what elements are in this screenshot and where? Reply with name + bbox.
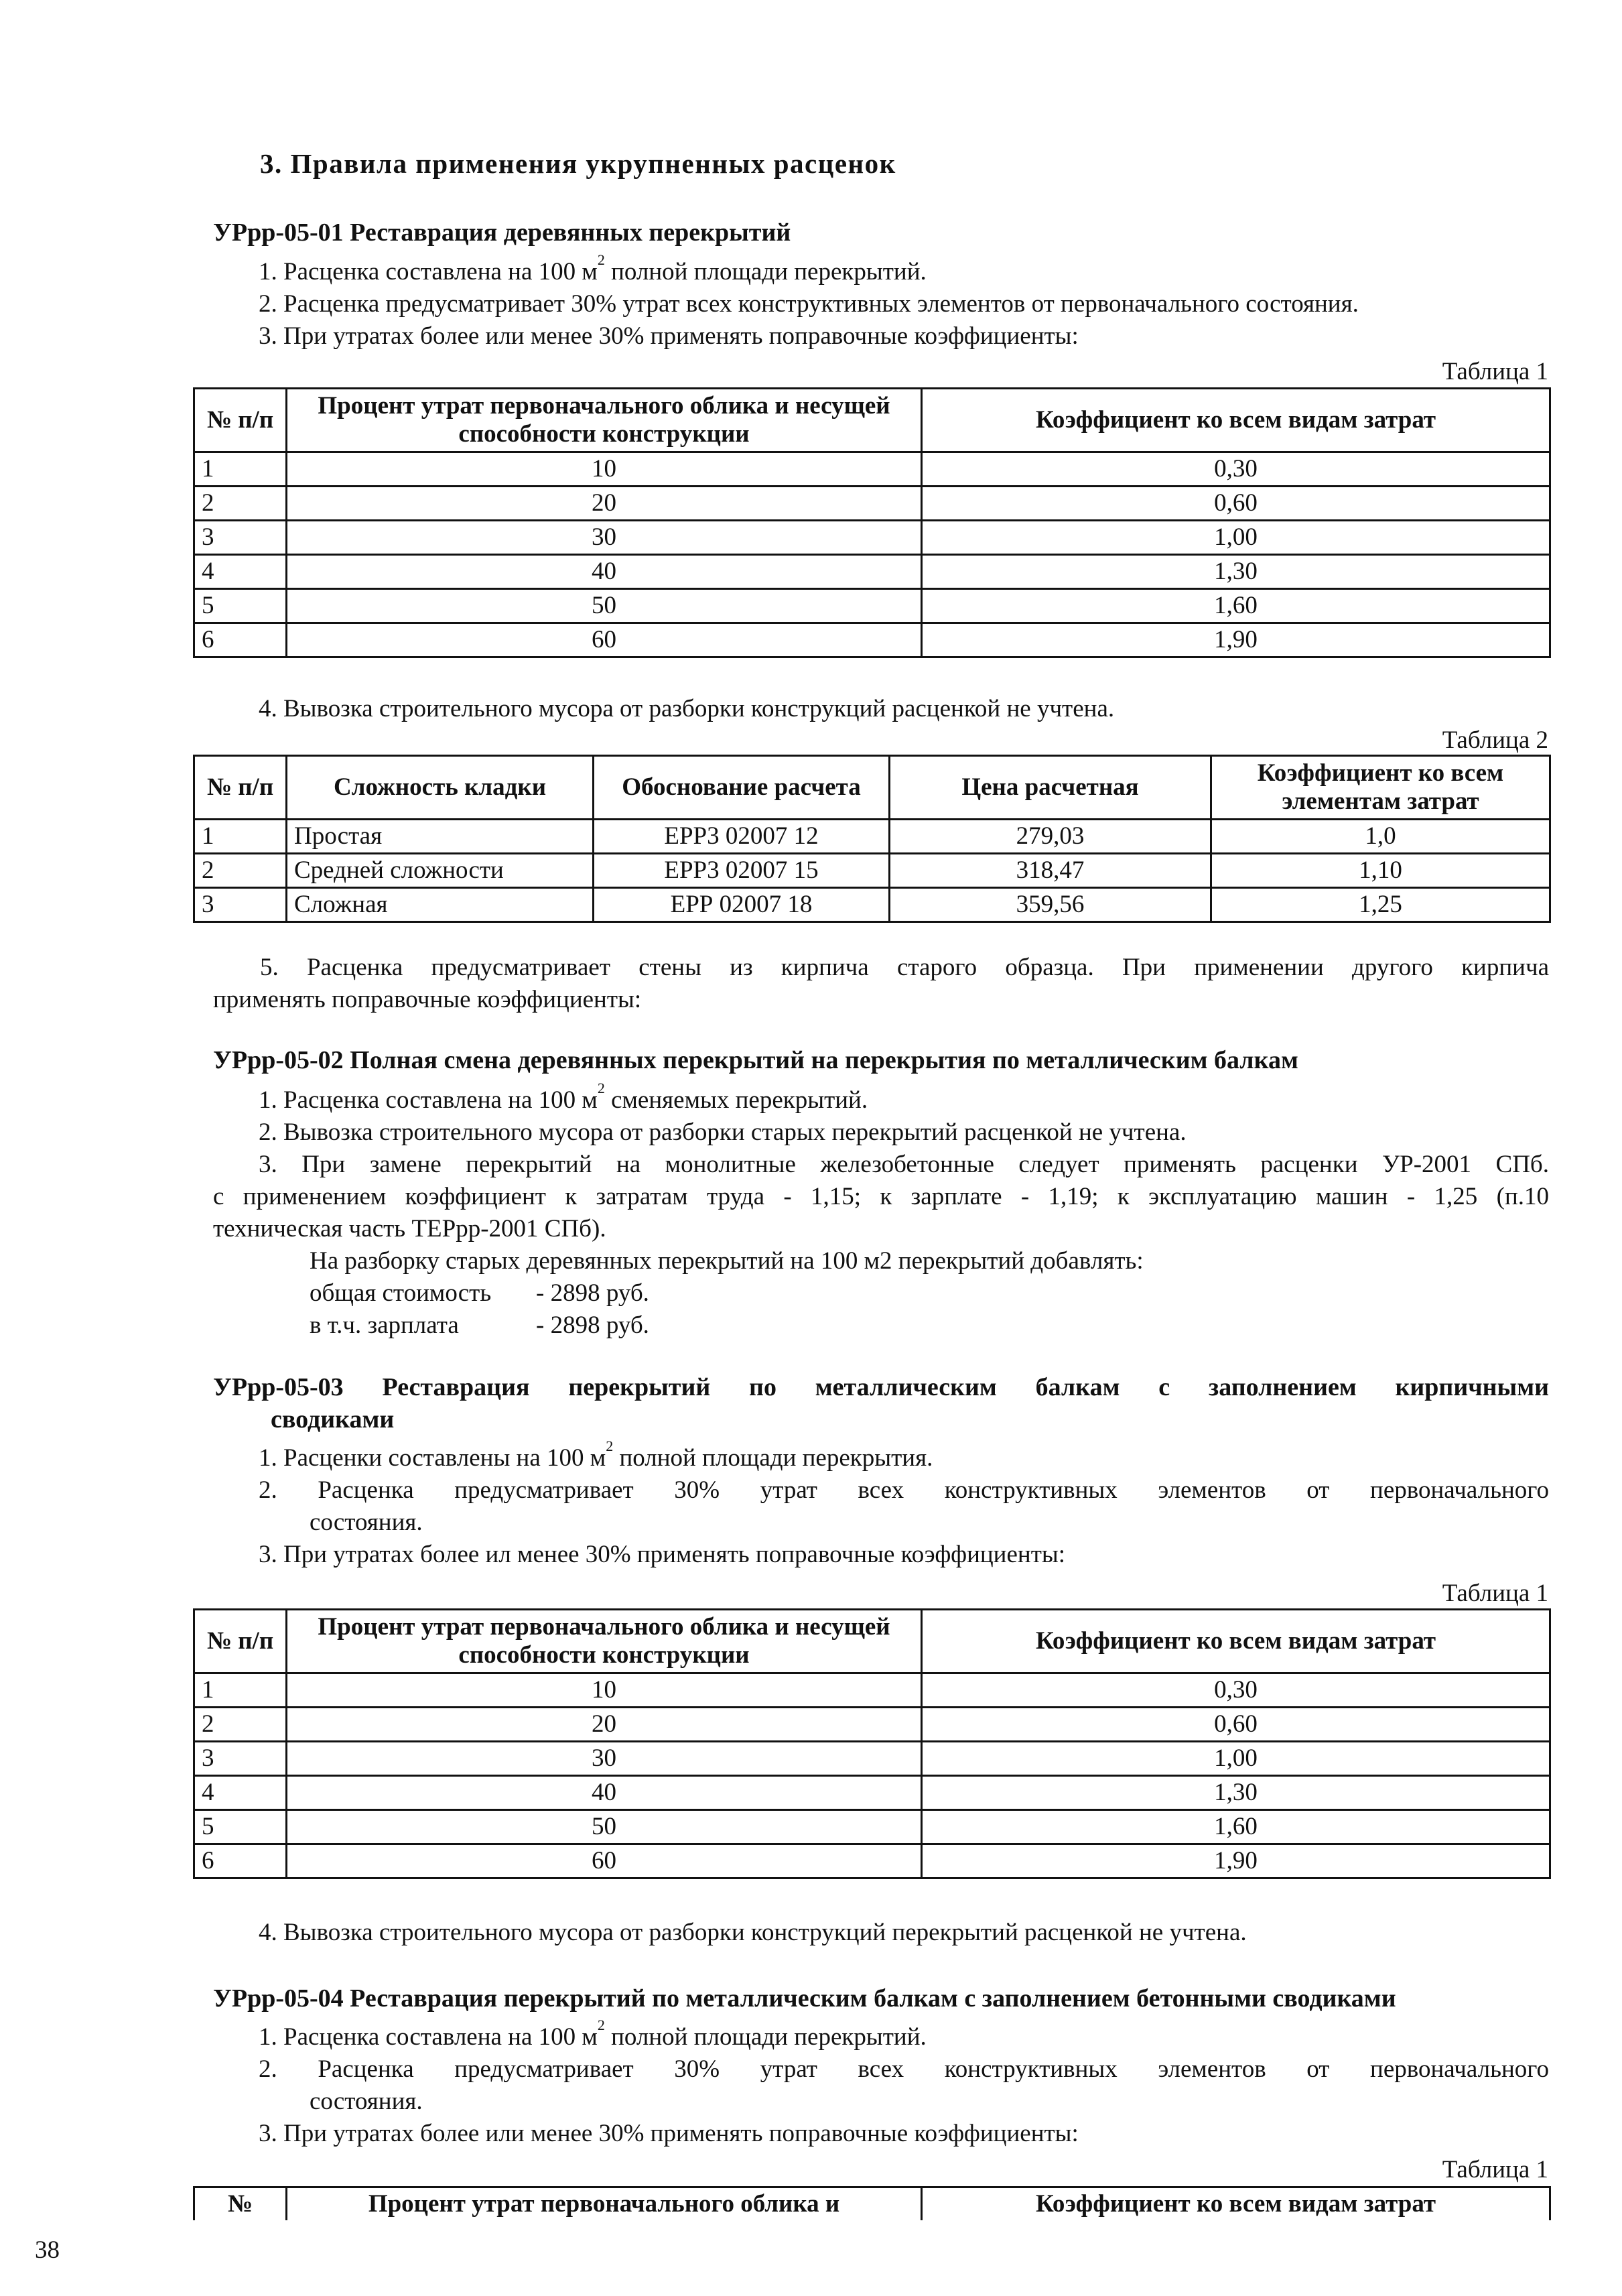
s3-item-1-text: 1. Расценки составлены на 100 м [259, 1444, 606, 1472]
table-header-row [194, 1610, 1550, 1673]
s2-cost-label: общая стоимость [310, 1279, 492, 1307]
cell-percent: 60 [287, 1844, 922, 1878]
section-title-05-02: УРрр-05-02 Полная смена деревянных перекрытий на перекрытия по металлическим балкам [213, 1046, 1298, 1074]
cell-coefficient: 1,30 [922, 1776, 1550, 1810]
s1-item-1-text: 1. Расценка составлена на 100 м [259, 258, 598, 285]
cell-coefficient: 1,90 [922, 1844, 1550, 1878]
section-title-05-03-line-1: УРрр-05-03 Реставрация перекрытий по металлическим балкам с заполнением кирпичными [213, 1373, 1549, 1401]
cell-percent: 40 [287, 555, 922, 589]
s2-item-2: 2. Вывозка строительного мусора от разборки старых перекрытий расценкой не учтена. [259, 1119, 1187, 1146]
cell-num: 2 [194, 854, 287, 888]
header-coefficient: Коэффициент ко всем элементам затрат [1211, 756, 1550, 820]
s1-item-3: 3. При утратах более или менее 30% применять поправочные коэффициенты: [259, 322, 1079, 350]
cell-coefficient: 1,30 [922, 555, 1550, 589]
s1-item-4: 4. Вывозка строительного мусора от разборки конструкций расценкой не учтена. [259, 695, 1115, 722]
table-3 [193, 1608, 1551, 1879]
s4-item-2-line-1: 2. Расценка предусматривает 30% утрат всех конструктивных элементов от первоначального [259, 2055, 1549, 2083]
cell-percent: 20 [287, 487, 922, 521]
cell-complexity: Средней сложности [287, 854, 594, 888]
s2-item-3-line-1: 3. При замене перекрытий на монолитные железобетонные следует применять расценки УР-2001 СПб. [259, 1151, 1549, 1178]
cell-complexity: Сложная [287, 888, 594, 922]
header-price: Цена расчетная [890, 756, 1211, 820]
table-4-caption: Таблица 1 [1442, 2156, 1548, 2183]
cell-num: 3 [194, 1742, 287, 1776]
table-header-row [194, 2187, 1550, 2221]
table-row [194, 589, 1550, 623]
cell-percent: 40 [287, 1776, 922, 1810]
cell-basis: ЕРР3 02007 15 [594, 854, 890, 888]
header-coefficient: Коэффициент ко всем видам затрат [922, 389, 1550, 452]
table-row [194, 487, 1550, 521]
header-complexity: Сложность кладки [287, 756, 594, 820]
s1-item-5-line-2: применять поправочные коэффициенты: [213, 986, 642, 1013]
s3-item-4: 4. Вывозка строительного мусора от разборки конструкций перекрытий расценкой не учтена. [259, 1919, 1247, 1946]
cell-num: 6 [194, 623, 287, 657]
table-row [194, 555, 1550, 589]
header-percent: Процент утрат первоначального облика и [287, 2187, 922, 2221]
header-coefficient: Коэффициент ко всем видам затрат [922, 2187, 1550, 2221]
s4-item-1-text: 1. Расценка составлена на 100 м [259, 2023, 598, 2051]
cell-num: 1 [194, 1673, 287, 1708]
table-row [194, 888, 1550, 922]
section-title-05-04: УРрр-05-04 Реставрация перекрытий по металлическим балкам с заполнением бетонными сводиками [213, 1984, 1396, 2013]
cell-num: 2 [194, 1708, 287, 1742]
cell-percent: 50 [287, 1810, 922, 1844]
s2-wage-label: в т.ч. зарплата [310, 1312, 459, 1339]
cell-coefficient: 1,25 [1211, 888, 1550, 922]
cell-percent: 10 [287, 1673, 922, 1708]
section-title-05-03-line-2: сводиками [271, 1405, 395, 1433]
cell-complexity: Простая [287, 820, 594, 854]
cell-price: 359,56 [890, 888, 1211, 922]
table-row [194, 1708, 1550, 1742]
table-row [194, 1810, 1550, 1844]
superscript: 2 [597, 2017, 605, 2033]
cell-coefficient: 1,60 [922, 589, 1550, 623]
superscript: 2 [597, 1080, 605, 1096]
table-row [194, 452, 1550, 487]
cell-num: 5 [194, 589, 287, 623]
cell-basis: ЕРР3 02007 12 [594, 820, 890, 854]
s2-item-3-line-3: техническая часть ТЕРрр-2001 СПб). [213, 1215, 606, 1242]
s3-item-1-text-end: полной площади перекрытия. [613, 1444, 933, 1472]
cell-percent: 10 [287, 452, 922, 487]
header-num: № [194, 2187, 287, 2221]
superscript: 2 [597, 251, 605, 268]
cell-num: 2 [194, 487, 287, 521]
table-row [194, 1776, 1550, 1810]
table-row [194, 521, 1550, 555]
table-2-caption: Таблица 2 [1442, 726, 1548, 754]
cell-percent: 50 [287, 589, 922, 623]
s1-item-1-text-end: полной площади перекрытий. [604, 258, 927, 285]
cell-basis: ЕРР 02007 18 [594, 888, 890, 922]
table-3-caption: Таблица 1 [1442, 1580, 1548, 1607]
s3-item-2-line-2: состояния. [310, 1509, 423, 1536]
cell-percent: 20 [287, 1708, 922, 1742]
s2-item-1 [259, 1080, 868, 1117]
cell-num: 3 [194, 888, 287, 922]
cell-num: 6 [194, 1844, 287, 1878]
s3-item-1 [259, 1438, 933, 1474]
cell-price: 318,47 [890, 854, 1211, 888]
s2-addition-note: На разборку старых деревянных перекрытий на 100 м2 перекрытий добавлять: [310, 1247, 1144, 1275]
s4-item-1 [259, 2017, 927, 2053]
header-num: № п/п [194, 756, 287, 820]
superscript: 2 [606, 1438, 614, 1454]
table-1-caption: Таблица 1 [1442, 358, 1548, 385]
table-row [194, 1742, 1550, 1776]
s3-item-3: 3. При утратах более ил менее 30% применять поправочные коэффициенты: [259, 1541, 1066, 1568]
cell-coefficient: 1,0 [1211, 820, 1550, 854]
s4-item-2-line-2: состояния. [310, 2088, 423, 2115]
header-num: № п/п [194, 1610, 287, 1673]
s1-item-2: 2. Расценка предусматривает 30% утрат всех конструктивных элементов от первоначального состояния. [259, 290, 1359, 318]
cell-coefficient: 1,60 [922, 1810, 1550, 1844]
section-title-05-01: УРрр-05-01 Реставрация деревянных перекрытий [213, 218, 791, 247]
cell-num: 5 [194, 1810, 287, 1844]
cell-num: 4 [194, 1776, 287, 1810]
header-percent: Процент утрат первоначального облика и несущей способности конструкции [287, 1610, 922, 1673]
cell-num: 3 [194, 521, 287, 555]
cell-num: 1 [194, 452, 287, 487]
page-number: 38 [35, 2236, 60, 2264]
cell-coefficient: 0,30 [922, 1673, 1550, 1708]
s1-item-1 [259, 251, 927, 288]
header-percent: Процент утрат первоначального облика и несущей способности конструкции [287, 389, 922, 452]
cell-coefficient: 1,00 [922, 1742, 1550, 1776]
cell-coefficient: 1,00 [922, 521, 1550, 555]
table-row [194, 1673, 1550, 1708]
cell-coefficient: 1,90 [922, 623, 1550, 657]
s4-item-3: 3. При утратах более или менее 30% применять поправочные коэффициенты: [259, 2120, 1079, 2147]
cell-coefficient: 0,60 [922, 487, 1550, 521]
s2-item-1-text-end: сменяемых перекрытий. [604, 1086, 868, 1114]
cell-num: 1 [194, 820, 287, 854]
cell-percent: 30 [287, 521, 922, 555]
s2-item-3-line-2: с применением коэффициент к затратам труда - 1,15; к зарплате - 1,19; к эксплуатацию машин - 1,25 (п.10 [213, 1183, 1549, 1210]
table-1 [193, 387, 1551, 658]
header-coefficient: Коэффициент ко всем видам затрат [922, 1610, 1550, 1673]
table-header-row [194, 756, 1550, 820]
s2-wage-value: - 2898 руб. [536, 1312, 649, 1339]
table-row [194, 1844, 1550, 1878]
s2-item-1-text: 1. Расценка составлена на 100 м [259, 1086, 598, 1114]
cell-coefficient: 1,10 [1211, 854, 1550, 888]
header-num: № п/п [194, 389, 287, 452]
table-row [194, 623, 1550, 657]
s3-item-2-line-1: 2. Расценка предусматривает 30% утрат всех конструктивных элементов от первоначального [259, 1476, 1549, 1504]
s4-item-1-text-end: полной площади перекрытий. [604, 2023, 927, 2051]
cell-coefficient: 0,60 [922, 1708, 1550, 1742]
header-basis: Обоснование расчета [594, 756, 890, 820]
s1-item-5-line-1: 5. Расценка предусматривает стены из кирпича старого образца. При применении другого кирпича [260, 954, 1549, 981]
table-header-row [194, 389, 1550, 452]
cell-coefficient: 0,30 [922, 452, 1550, 487]
cell-price: 279,03 [890, 820, 1211, 854]
cell-percent: 60 [287, 623, 922, 657]
table-row [194, 854, 1550, 888]
table-row [194, 820, 1550, 854]
s2-cost-value: - 2898 руб. [536, 1279, 649, 1307]
table-2 [193, 755, 1551, 923]
cell-percent: 30 [287, 1742, 922, 1776]
cell-num: 4 [194, 555, 287, 589]
page-heading: 3. Правила применения укрупненных расценок [260, 148, 896, 179]
table-4-partial [193, 2186, 1551, 2220]
